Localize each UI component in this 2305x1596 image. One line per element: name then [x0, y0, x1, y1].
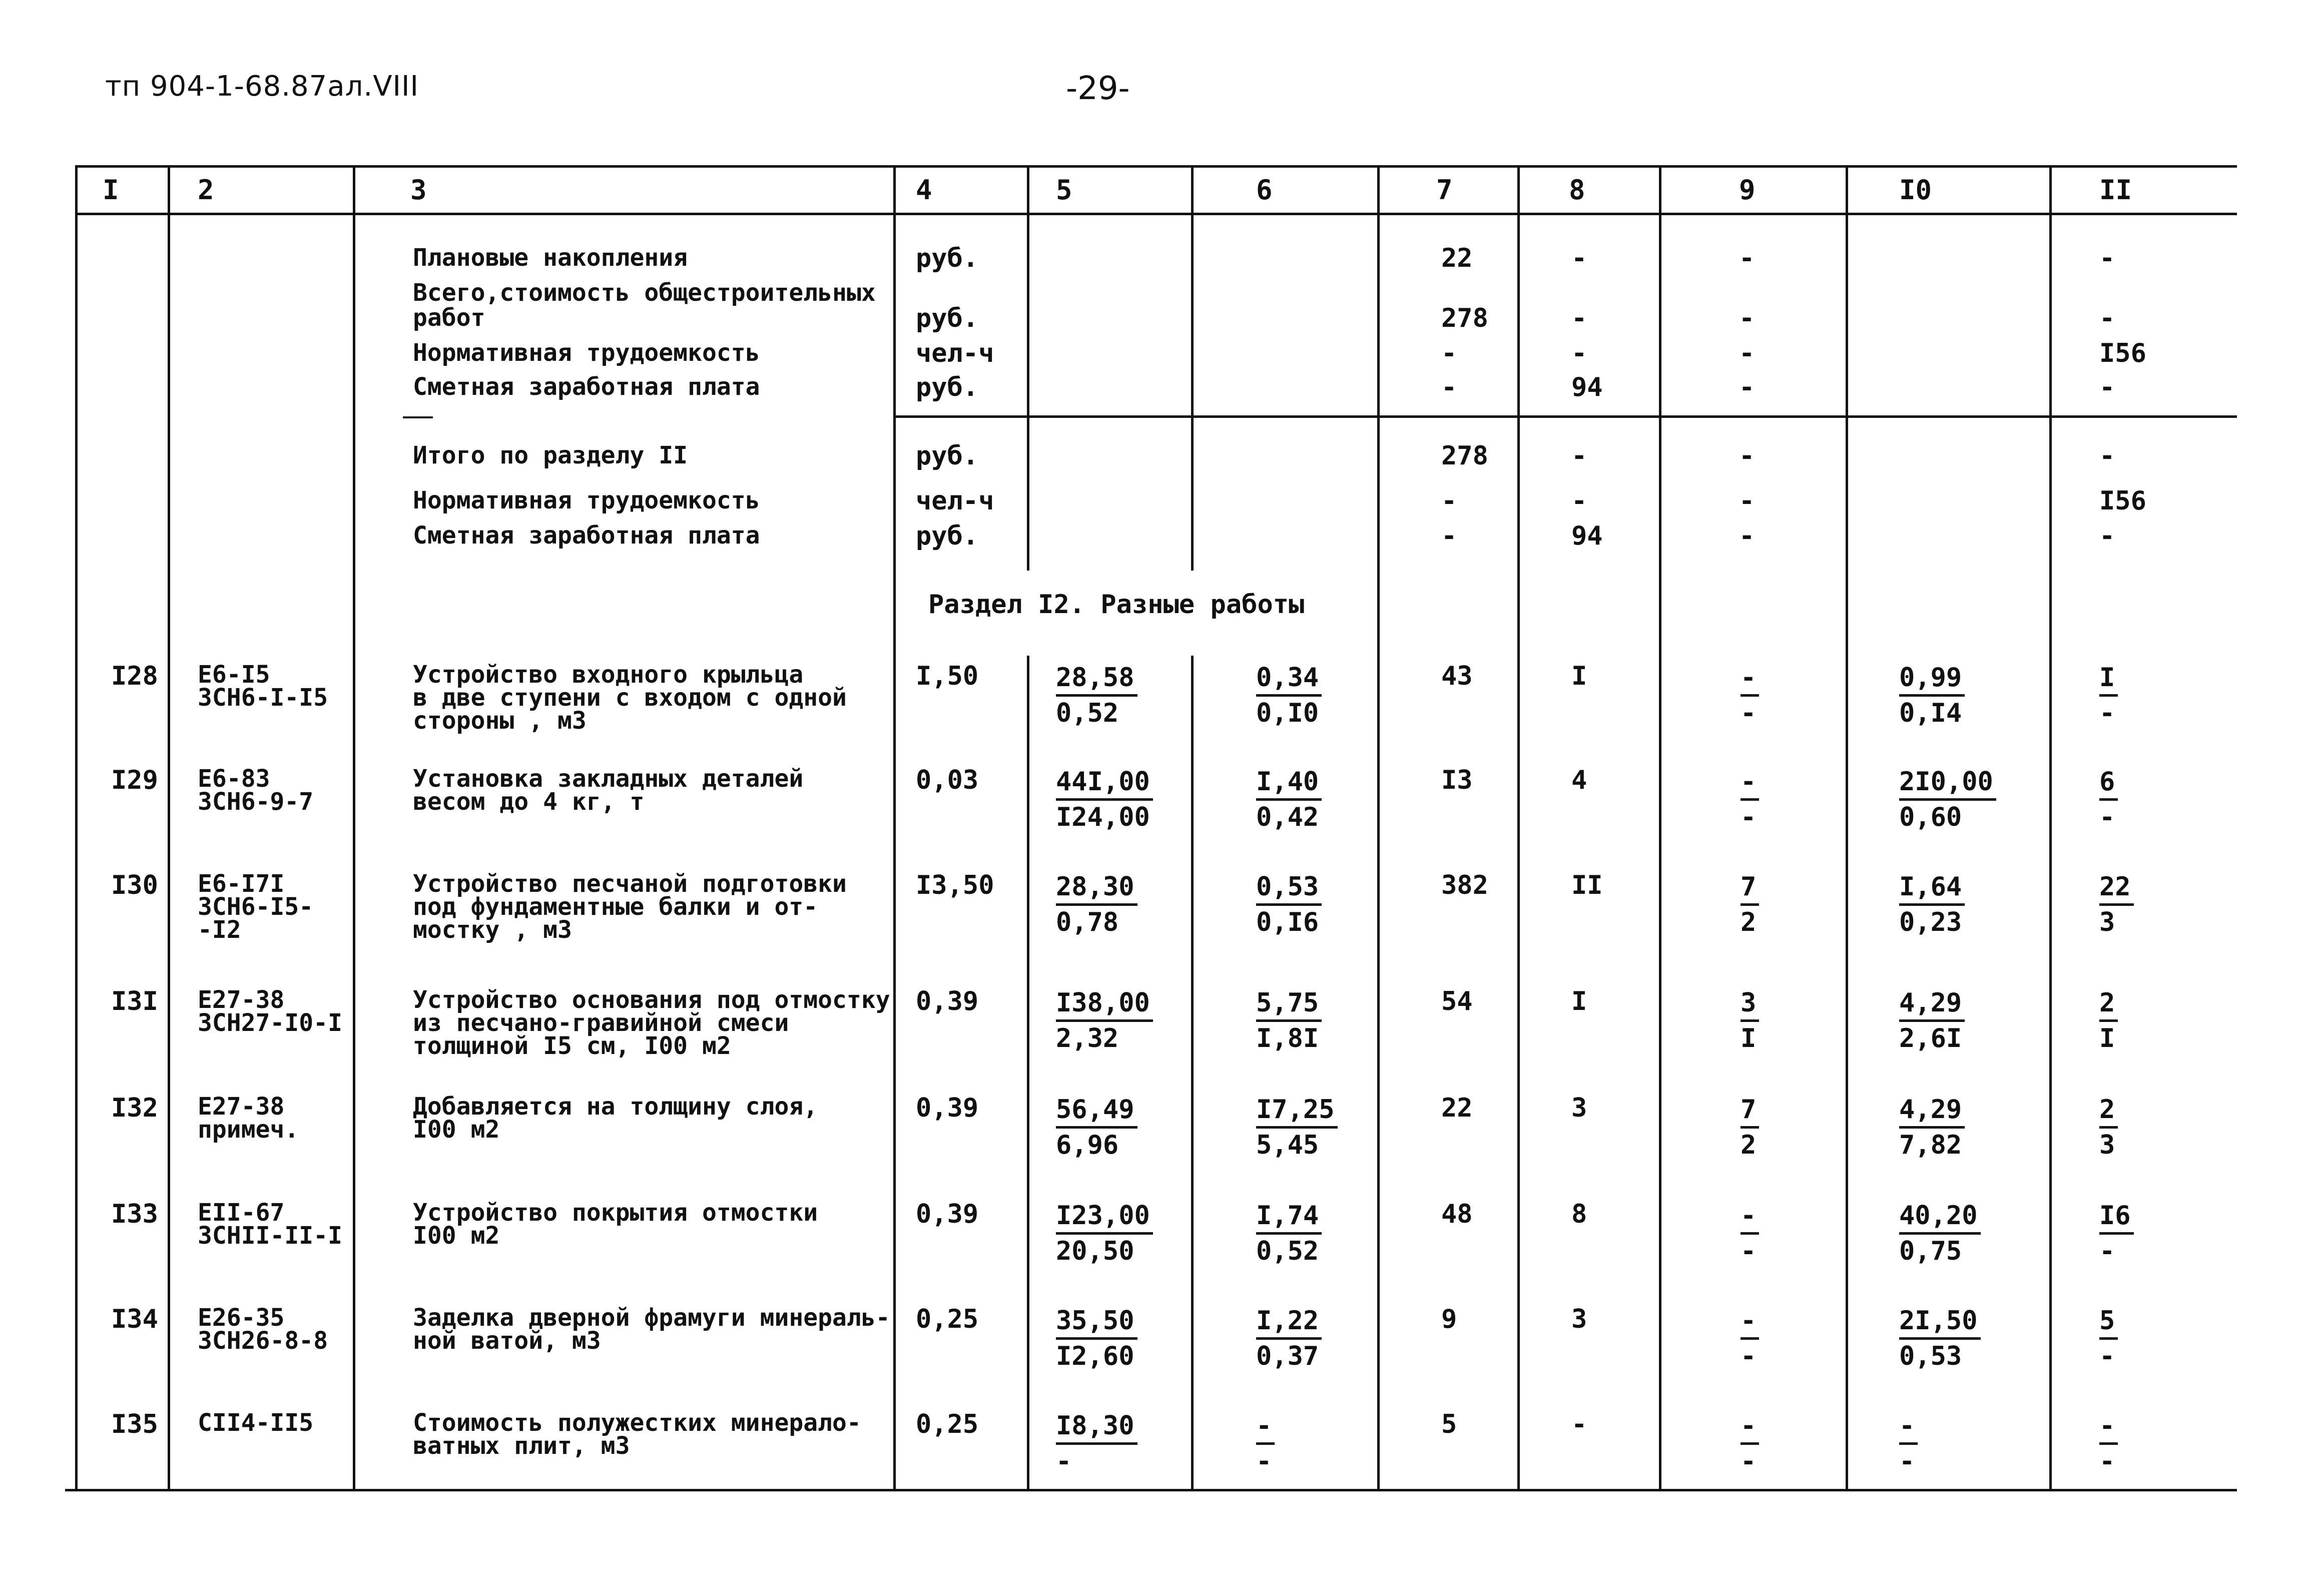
- row-col11-denominator: I: [2099, 1023, 2115, 1053]
- summary-b-row-col11: -: [2099, 521, 2115, 551]
- row-col10: [1899, 1199, 1981, 1268]
- column-number-8: 8: [1569, 174, 1585, 206]
- column-divider: [1027, 165, 1029, 571]
- row-col5-denominator: 2,32: [1056, 1023, 1119, 1053]
- row-col11-numerator: 6: [2099, 765, 2118, 801]
- summary-a-row-unit: руб.: [916, 303, 979, 333]
- column-divider: [893, 165, 896, 1489]
- row-col5-numerator: 35,50: [1056, 1304, 1137, 1340]
- row-col6-numerator: 0,53: [1256, 870, 1322, 906]
- row-col10: [1899, 1093, 1965, 1162]
- row-code: ЕII-67 ЗСНII-II-I: [198, 1199, 342, 1250]
- row-quantity: 0,25: [916, 1304, 979, 1334]
- row-col5-numerator: 28,58: [1056, 661, 1137, 697]
- column-number-7: 7: [1436, 174, 1453, 206]
- row-col9-denominator: 2: [1741, 1130, 1757, 1160]
- row-col11-numerator: I: [2099, 661, 2118, 697]
- row-code: Е6-I5 ЗСН6-I-I5: [198, 661, 328, 712]
- row-col6-numerator: 0,34: [1256, 661, 1322, 697]
- row-col8: 3: [1571, 1093, 1587, 1123]
- row-col11: [2099, 1409, 2118, 1478]
- summary-b-row-label: Нормативная трудоемкость: [413, 486, 760, 514]
- summary-a-row-col11: -: [2099, 372, 2115, 402]
- row-col6-denominator: 0,I0: [1256, 698, 1319, 728]
- column-number-4: 4: [916, 174, 932, 206]
- row-quantity: 0,39: [916, 986, 979, 1016]
- summary-b-row-col11: I56: [2099, 486, 2146, 516]
- row-col11-numerator: 2: [2099, 1093, 2118, 1129]
- row-col9-denominator: -: [1741, 1236, 1757, 1266]
- row-quantity: 0,39: [916, 1093, 979, 1123]
- row-col6-numerator: 5,75: [1256, 986, 1322, 1022]
- row-quantity: 0,03: [916, 765, 979, 795]
- row-description: Установка закладных деталей весом до 4 кг, т: [413, 765, 804, 816]
- header-bottom-rule: [75, 213, 2237, 215]
- summary-a-row-label: Сметная заработная плата: [413, 373, 760, 401]
- column-divider: [2049, 165, 2052, 1489]
- column-number-9: 9: [1739, 174, 1756, 206]
- row-col5: [1056, 661, 1137, 730]
- row-col10: [1899, 870, 1965, 939]
- row-col10: [1899, 1304, 1981, 1373]
- summary-b-row-col7: -: [1441, 486, 1457, 516]
- row-col10-denominator: 0,53: [1899, 1341, 1962, 1371]
- row-col9-numerator: -: [1741, 1199, 1759, 1235]
- row-col11-denominator: -: [2099, 802, 2115, 832]
- row-quantity: I,50: [916, 661, 979, 691]
- column-divider: [1191, 165, 1194, 571]
- row-col5-denominator: I2,60: [1056, 1341, 1134, 1371]
- row-col9: [1741, 661, 1759, 730]
- row-col10-numerator: 2I0,00: [1899, 765, 1996, 801]
- row-code: Е27-38 примеч.: [198, 1093, 299, 1144]
- row-col10-denominator: 0,23: [1899, 907, 1962, 937]
- row-col6-denominator: 0,42: [1256, 802, 1319, 832]
- row-col7: 48: [1441, 1199, 1473, 1229]
- row-col5-denominator: I24,00: [1056, 802, 1150, 832]
- row-col11-numerator: 22: [2099, 870, 2134, 906]
- row-description: Устройство основания под отмостку из песчано-гравийной смеси толщиной I5 см, I00 м2: [413, 986, 890, 1060]
- column-number-6: 6: [1256, 174, 1273, 206]
- summary-b-row-label: Итого по разделу II: [413, 441, 688, 469]
- row-col6-denominator: I,8I: [1256, 1023, 1319, 1053]
- row-col9-numerator: 7: [1741, 1093, 1759, 1129]
- row-description: Устройство покрытия отмостки I00 м2: [413, 1199, 818, 1250]
- row-col10-denominator: 0,75: [1899, 1236, 1962, 1266]
- row-col6-denominator: 5,45: [1256, 1130, 1319, 1160]
- row-col10-numerator: 4,29: [1899, 986, 1965, 1022]
- row-col9: [1741, 765, 1759, 834]
- row-col8: I: [1571, 986, 1587, 1016]
- column-number-3: 3: [410, 174, 427, 206]
- row-col8: 4: [1571, 765, 1587, 795]
- row-col6: [1256, 765, 1322, 834]
- row-col8: -: [1571, 1409, 1587, 1439]
- row-col5: [1056, 870, 1137, 939]
- row-col9-numerator: -: [1741, 765, 1759, 801]
- row-col6-denominator: 0,37: [1256, 1341, 1319, 1371]
- summary-a-row-col8: -: [1571, 303, 1587, 333]
- row-col6-denominator: 0,I6: [1256, 907, 1319, 937]
- row-col6-numerator: I7,25: [1256, 1093, 1338, 1129]
- row-col9-numerator: -: [1741, 1409, 1759, 1445]
- row-col11: [2099, 1093, 2118, 1162]
- table-top-rule: [75, 165, 2237, 168]
- row-col11-denominator: 3: [2099, 1130, 2115, 1160]
- column-divider: [1377, 165, 1380, 1489]
- row-col8: II: [1571, 870, 1603, 900]
- row-col9-denominator: 2: [1741, 907, 1757, 937]
- row-col10-numerator: -: [1899, 1409, 1918, 1445]
- document-code: тп 904-1-68.87ал.VIII: [105, 70, 419, 103]
- column-divider: [168, 165, 170, 1489]
- row-col10-denominator: 0,60: [1899, 802, 1962, 832]
- column-number-11: II: [2099, 174, 2132, 206]
- row-col10-denominator: 0,I4: [1899, 698, 1962, 728]
- row-col6: [1256, 1304, 1322, 1373]
- row-col10-denominator: 7,82: [1899, 1130, 1962, 1160]
- row-quantity: 0,25: [916, 1409, 979, 1439]
- column-divider: [1846, 165, 1848, 1489]
- row-col5-denominator: 0,78: [1056, 907, 1119, 937]
- summary-a-row-col8: 94: [1571, 372, 1603, 402]
- row-col6-numerator: I,22: [1256, 1304, 1322, 1340]
- row-col9: [1741, 870, 1759, 939]
- row-col10-denominator: -: [1899, 1446, 1915, 1476]
- row-number: I32: [111, 1093, 158, 1123]
- row-col9-numerator: -: [1741, 661, 1759, 697]
- row-col5: [1056, 986, 1153, 1055]
- row-col6: [1256, 870, 1322, 939]
- section-title: Раздел I2. Разные работы: [928, 590, 1305, 620]
- row-col5: [1056, 1304, 1137, 1373]
- row-col11: [2099, 1304, 2118, 1373]
- row-col5-denominator: 20,50: [1056, 1236, 1134, 1266]
- row-col6-numerator: I,74: [1256, 1199, 1322, 1235]
- row-col7: 22: [1441, 1093, 1473, 1123]
- row-col11-denominator: -: [2099, 698, 2115, 728]
- row-code: Е6-83 ЗСН6-9-7: [198, 765, 314, 816]
- row-col11-denominator: -: [2099, 1341, 2115, 1371]
- row-col5-numerator: 44I,00: [1056, 765, 1153, 801]
- row-col5-denominator: 0,52: [1056, 698, 1119, 728]
- row-col11: [2099, 765, 2118, 834]
- row-col11-denominator: -: [2099, 1236, 2115, 1266]
- row-col5-numerator: 28,30: [1056, 870, 1137, 906]
- summary-a-row-label: Всего,стоимость общестроительных работ: [413, 279, 876, 332]
- row-col11-denominator: 3: [2099, 907, 2115, 937]
- row-col5: [1056, 765, 1153, 834]
- summary-b-row-col8: 94: [1571, 521, 1603, 551]
- summary-b-row-label: Сметная заработная плата: [413, 521, 760, 550]
- row-col8: 3: [1571, 1304, 1587, 1334]
- row-col10: [1899, 986, 1965, 1055]
- summary-a-row-col9: -: [1739, 372, 1755, 402]
- row-col6-denominator: 0,52: [1256, 1236, 1319, 1266]
- row-col9-numerator: -: [1741, 1304, 1759, 1340]
- row-number: I34: [111, 1304, 158, 1334]
- row-col7: I3: [1441, 765, 1473, 795]
- row-description: Стоимость полужестких минерало- ватных плит, м3: [413, 1409, 861, 1460]
- row-col9-denominator: -: [1741, 1446, 1757, 1476]
- row-description: Устройство песчаной подготовки под фундаментные балки и от- мостку , м3: [413, 870, 847, 944]
- row-col11-numerator: I6: [2099, 1199, 2134, 1235]
- row-col5-denominator: -: [1056, 1446, 1072, 1476]
- summary-a-row-col8: -: [1571, 243, 1587, 273]
- row-col10-numerator: I,64: [1899, 870, 1965, 906]
- row-col6: [1256, 661, 1322, 730]
- summary-a-row-col7: 22: [1441, 243, 1473, 273]
- row-col9: [1741, 1093, 1759, 1162]
- summary-divider-short: [403, 416, 433, 418]
- row-col6-numerator: -: [1256, 1409, 1275, 1445]
- row-col9-numerator: 7: [1741, 870, 1759, 906]
- row-col8: 8: [1571, 1199, 1587, 1229]
- row-col6: [1256, 1409, 1275, 1478]
- row-number: I29: [111, 765, 158, 795]
- row-col11-numerator: 2: [2099, 986, 2118, 1022]
- summary-a-row-col11: -: [2099, 243, 2115, 273]
- summary-a-row-col11: I56: [2099, 338, 2146, 368]
- row-col10: [1899, 1409, 1918, 1478]
- column-number-5: 5: [1056, 174, 1072, 206]
- summary-a-row-col7: -: [1441, 338, 1457, 368]
- summary-b-row-col9: -: [1739, 486, 1755, 516]
- summary-divider-rule: [893, 415, 2237, 418]
- row-code: Е27-38 ЗСН27-I0-I: [198, 986, 342, 1037]
- row-col11: [2099, 870, 2134, 939]
- row-col11-denominator: -: [2099, 1446, 2115, 1476]
- page-number: -29-: [1066, 70, 1130, 107]
- summary-a-row-col9: -: [1739, 338, 1755, 368]
- row-col10-numerator: 2I,50: [1899, 1304, 1981, 1340]
- row-code: Е6-I7I ЗСН6-I5- -I2: [198, 870, 314, 944]
- row-col9: [1741, 986, 1759, 1055]
- row-code: СII4-II5: [198, 1409, 314, 1437]
- summary-b-row-col8: -: [1571, 441, 1587, 471]
- row-col7: 5: [1441, 1409, 1457, 1439]
- row-col9-numerator: 3: [1741, 986, 1759, 1022]
- row-col7: 43: [1441, 661, 1473, 691]
- row-col9: [1741, 1199, 1759, 1268]
- row-col5: [1056, 1093, 1137, 1162]
- row-col5-numerator: I23,00: [1056, 1199, 1153, 1235]
- summary-b-row-unit: руб.: [916, 441, 979, 471]
- row-col11: [2099, 1199, 2134, 1268]
- row-col6-numerator: I,40: [1256, 765, 1322, 801]
- row-col9: [1741, 1409, 1759, 1478]
- row-col9-denominator: -: [1741, 1341, 1757, 1371]
- row-col11: [2099, 986, 2118, 1055]
- row-description: Заделка дверной фрамуги минераль- ной ватой, м3: [413, 1304, 890, 1355]
- summary-b-row-unit: руб.: [916, 521, 979, 551]
- row-description: Устройство входного крыльца в две ступени с входом с одной стороны , м3: [413, 661, 847, 735]
- summary-a-row-col9: -: [1739, 303, 1755, 333]
- summary-b-row-col7: -: [1441, 521, 1457, 551]
- summary-a-row-unit: руб.: [916, 243, 979, 273]
- row-col5-numerator: I38,00: [1056, 986, 1153, 1022]
- row-col7: 9: [1441, 1304, 1457, 1334]
- row-col5-numerator: I8,30: [1056, 1409, 1137, 1445]
- row-col9-denominator: I: [1741, 1023, 1757, 1053]
- summary-b-row-unit: чел-ч: [916, 486, 994, 516]
- row-col10-numerator: 4,29: [1899, 1093, 1965, 1129]
- row-col10: [1899, 661, 1965, 730]
- summary-a-row-label: Плановые накопления: [413, 244, 688, 272]
- column-divider: [353, 165, 355, 1489]
- summary-a-row-label: Нормативная трудоемкость: [413, 339, 760, 367]
- row-col5: [1056, 1409, 1137, 1478]
- row-col10-denominator: 2,6I: [1899, 1023, 1962, 1053]
- row-col10: [1899, 765, 1996, 834]
- row-number: I28: [111, 661, 158, 691]
- summary-b-row-col9: -: [1739, 521, 1755, 551]
- row-col7: 382: [1441, 870, 1488, 900]
- column-divider: [75, 165, 78, 1489]
- column-divider: [1659, 165, 1661, 1489]
- row-code: Е26-35 ЗСН26-8-8: [198, 1304, 328, 1355]
- row-col11-numerator: 5: [2099, 1304, 2118, 1340]
- row-col5: [1056, 1199, 1153, 1268]
- row-col9: [1741, 1304, 1759, 1373]
- summary-b-row-col11: -: [2099, 441, 2115, 471]
- row-col7: 54: [1441, 986, 1473, 1016]
- summary-a-row-unit: руб.: [916, 372, 979, 402]
- summary-a-row-col8: -: [1571, 338, 1587, 368]
- column-divider: [1517, 165, 1520, 1489]
- row-col8: I: [1571, 661, 1587, 691]
- row-col6: [1256, 1199, 1322, 1268]
- summary-a-row-col7: 278: [1441, 303, 1488, 333]
- row-col11-numerator: -: [2099, 1409, 2118, 1445]
- row-quantity: I3,50: [916, 870, 994, 900]
- row-col10-numerator: 40,20: [1899, 1199, 1981, 1235]
- summary-b-row-col9: -: [1739, 441, 1755, 471]
- row-col9-denominator: -: [1741, 802, 1757, 832]
- summary-b-row-col7: 278: [1441, 441, 1488, 471]
- row-number: I33: [111, 1199, 158, 1229]
- row-col11: [2099, 661, 2118, 730]
- row-col6: [1256, 1093, 1338, 1162]
- column-number-2: 2: [198, 174, 214, 206]
- table-bottom-rule: [65, 1489, 2237, 1491]
- summary-a-row-col9: -: [1739, 243, 1755, 273]
- row-col6: [1256, 986, 1322, 1055]
- column-divider: [1191, 656, 1194, 1489]
- summary-b-row-col8: -: [1571, 486, 1587, 516]
- row-number: I30: [111, 870, 158, 900]
- row-col6-denominator: -: [1256, 1446, 1272, 1476]
- row-quantity: 0,39: [916, 1199, 979, 1229]
- row-col9-denominator: -: [1741, 698, 1757, 728]
- row-col5-numerator: 56,49: [1056, 1093, 1137, 1129]
- row-description: Добавляется на толщину слоя, I00 м2: [413, 1093, 818, 1144]
- column-divider: [1027, 656, 1029, 1489]
- row-col10-numerator: 0,99: [1899, 661, 1965, 697]
- column-number-10: I0: [1899, 174, 1932, 206]
- row-number: I3I: [111, 986, 158, 1016]
- summary-a-row-col7: -: [1441, 372, 1457, 402]
- summary-a-row-col11: -: [2099, 303, 2115, 333]
- summary-a-row-unit: чел-ч: [916, 338, 994, 368]
- column-number-1: I: [103, 174, 119, 206]
- row-col5-denominator: 6,96: [1056, 1130, 1119, 1160]
- row-number: I35: [111, 1409, 158, 1439]
